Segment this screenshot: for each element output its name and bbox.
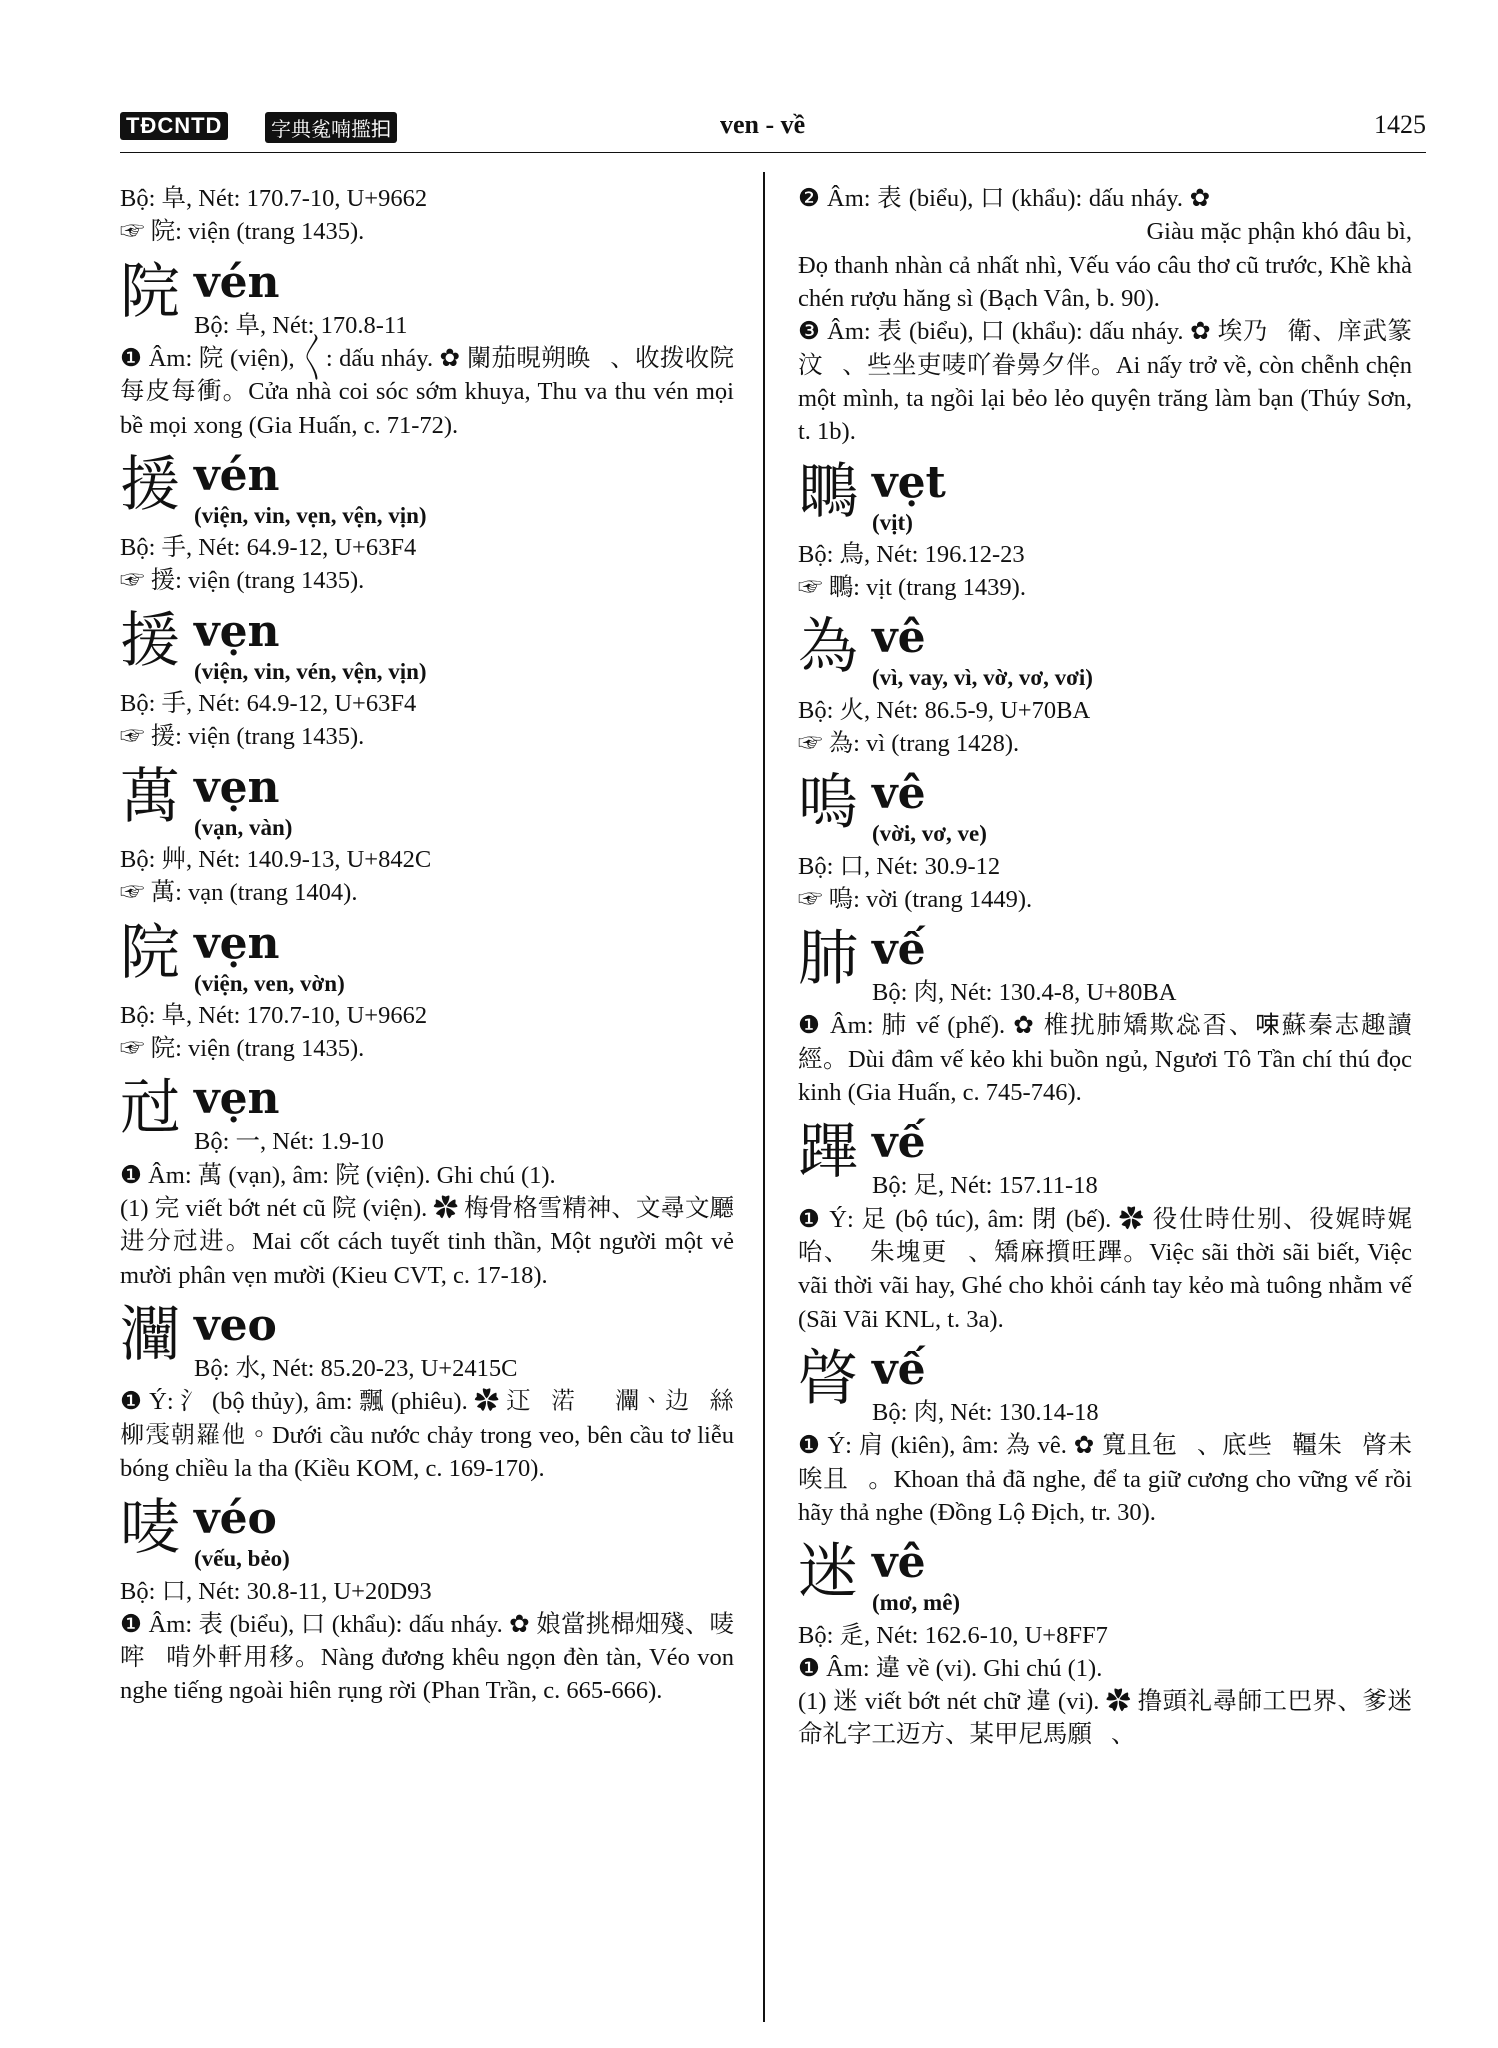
entry-alternates: (vời, vơ, ve) — [872, 821, 987, 847]
entry-headword: vẹt — [872, 456, 946, 508]
entry-bo: Bộ: 肉, Nét: 130.14-18 — [872, 1398, 1099, 1426]
entry-alternates: (vếu, bẻo) — [194, 1546, 290, 1572]
right-column — [798, 182, 1412, 1752]
entry — [798, 612, 1412, 760]
left-column — [120, 182, 734, 1708]
entry — [798, 924, 1412, 1109]
entry-glyph: 院 — [120, 258, 180, 325]
entry — [120, 917, 734, 1066]
entry-headword: vê — [872, 768, 926, 820]
page-number: 1425 — [1374, 110, 1426, 139]
entry-glyph: 䏿 — [798, 1345, 858, 1412]
entry-bo: Bộ: 阜, Nét: 170.7-10, U+9662 — [120, 1001, 428, 1029]
entry-ref: ☞ 院: viện (trang 1435). — [120, 1035, 365, 1063]
entry — [798, 456, 1412, 605]
entry-glyph: 唛 — [120, 1495, 180, 1562]
entry-bo: Bộ: 一, Nét: 1.9-10 — [194, 1128, 384, 1156]
entry — [798, 1117, 1412, 1336]
entry-glyph: 蹕 — [798, 1119, 858, 1186]
entry-body: ❶ Ý: 肩 (kiên), âm: 為 vê. ✿ 寬且㐌𤴬、底些𦣰韁朱𡥵䏿未唉且𤴬。Khoan thả đã nghe, để ta giữ cương cho vững vế rồi hãy thả nghe (Đồng Lộ Địch, tr. 30). — [798, 1432, 1412, 1526]
entry-note: (1) 完 viết bớt nét cũ 院 (viện). ✿ 梅骨格雪精神、文尋文㕔进分㝴进。Mai cốt cách tuyết tinh thần, Một người một vẻ mười phân vẹn mười (Kieu CVT, c. 17-18). — [120, 1195, 734, 1289]
entry-ref: ☞ 援: viện (trang 1435). — [120, 723, 365, 751]
entry — [798, 768, 1412, 916]
entry-headword: vế — [872, 1343, 926, 1395]
entry-bo: Bộ: 鳥, Nét: 196.12-23 — [798, 540, 1025, 568]
entry — [120, 1073, 734, 1292]
entry-headword: vẹn — [194, 761, 280, 813]
entry-bo: Bộ: 阜, Nét: 170.7-10, U+9662 — [120, 185, 428, 212]
entry-body: ❶ Ý: 氵 (bộ thủy), âm: 飄 (phiêu). ✿ 𨑜𣘃渃𣵶𤀗灛、边𣘃絲柳𩂟朝羅他。Dưới cầu nước chảy trong veo, bên cầu tơ liễu bóng chiều la tha (Kiều KOM, c. 169-170). — [120, 1388, 734, 1482]
entry-headword: vén — [194, 449, 280, 501]
running-head: ven - về — [720, 110, 806, 139]
entry-headword: vê — [872, 612, 926, 664]
entry-headword: vẹn — [194, 917, 280, 969]
entry-glyph: 灛 — [120, 1302, 180, 1368]
entry-alternates: (mơ, mê) — [872, 1590, 961, 1616]
entry-bo: Bộ: 肉, Nét: 130.4-8, U+80BA — [872, 979, 1177, 1007]
entry — [798, 1537, 1412, 1752]
entry-ref: ☞ 為: vì (trang 1428). — [798, 729, 1020, 757]
entry-ref: ☞ 萬: vạn (trang 1404). — [120, 879, 358, 907]
entry-body: ❶ Âm: 院 (viện), 〱: dấu nháy. ✿ 闌茄晛朔㬇𣋚、收拨收院每皮每衝。Cửa nhà coi sóc sớm khuya, Thu va thu vén mọi bề mọi xong (Gia Huấn, c. 71-72). — [120, 344, 734, 439]
entry-ref: ☞ 䳭: vịt (trang 1439). — [798, 574, 1026, 602]
entry-headword: vén — [194, 256, 280, 308]
entry — [120, 449, 734, 598]
entry-body: ❸ Âm: 表 (biểu), 口 (khẩu): dấu nháy. ✿ 埃乃𧿨衛、庠武篆汶𠅎、些坐吏唛吖眷㬅夕伴。Ai nấy trở về, còn chễnh chện một mình, ta ngồi lại bẻo lẻo quyện trăng làm bạn (Thúy Sơn, t. 1b). — [798, 318, 1412, 446]
entry — [798, 1343, 1412, 1529]
entry-headword: vế — [872, 924, 926, 976]
entry-body: ❶ Âm: 肺 vế (phế). ✿ 椎扰肺矯欺惢㫘、𠲿蘇秦志趣讀經。Dùi đâm vế kẻo khi buồn ngủ, Ngươi Tô Tần chí thú đọc kinh (Gia Huấn, c. 745-746). — [798, 1012, 1412, 1107]
entry — [120, 1300, 734, 1485]
entry-headword: véo — [194, 1493, 277, 1545]
entry — [120, 605, 734, 754]
entry-alternates: (vạn, vàn) — [194, 814, 293, 840]
entry-headword: vẹn — [194, 605, 280, 657]
entry-headword: vê — [872, 1537, 926, 1589]
entry-alternates: (viện, vin, vẹn, vện, vịn) — [194, 502, 427, 528]
entry-bo: Bộ: 足, Nét: 157.11-18 — [872, 1172, 1098, 1200]
entry-ref: ☞ 援: viện (trang 1435). — [120, 567, 365, 595]
entry-bo: Bộ: 口, Nét: 30.9-12 — [798, 852, 1001, 880]
entry-alternates: (viện, vin, vén, vện, vịn) — [194, 658, 427, 684]
entry — [120, 256, 734, 442]
page-header — [120, 112, 1426, 153]
entry-alternates: (vịt) — [872, 509, 913, 535]
entry-bo: Bộ: 手, Nét: 64.9-12, U+63F4 — [120, 534, 417, 562]
entry-headword: veo — [194, 1300, 277, 1351]
entry-glyph: 院 — [120, 919, 180, 986]
entry-glyph: 援 — [120, 451, 180, 518]
entry-alternates: (viện, ven, vờn) — [194, 970, 345, 996]
entry-body: ❷ Âm: 表 (biểu), 口 (khẩu): dấu nháy. ✿ 𢀭㸋分𢄂𢏑皮、度清閒𠳨一二、唛𡂳句詩𨀈斫、唏呵𢧚醧興㖡。Giàu mặc phận khó đâu bì, Đọ thanh nhàn cả nhất nhì, Vếu váo câu thơ cũ trước, Khề khà chén rượu hăng sì (Bạch Vân, b. 90). — [798, 185, 1412, 312]
entry-headword: vế — [872, 1117, 926, 1169]
entry — [120, 761, 734, 910]
entry-glyph: 萬 — [120, 763, 180, 830]
entry-glyph: 䳭 — [798, 458, 858, 525]
entry-note: (1) 迷 viết bớt nét chữ 違 (vi). ✿ 撸頭礼尋師工巴界、爹迷命礼字工迈方、某甲尼馬願𠳨、 — [798, 1688, 1412, 1749]
entry-bo: Bộ: 水, Nét: 85.20-23, U+2415C — [194, 1355, 518, 1382]
entry-ref: ☞ 嗚: vời (trang 1449). — [798, 885, 1033, 913]
entry-body: ❶ Âm: 萬 (vạn), âm: 院 (viện). Ghi chú (1). — [120, 1161, 556, 1189]
entry-bo: Bộ: 阜, Nét: 170.8-11 — [194, 311, 408, 339]
entry-bo: Bộ: 辵, Nét: 162.6-10, U+8FF7 — [798, 1621, 1108, 1649]
entry-bo: Bộ: 手, Nét: 64.9-12, U+63F4 — [120, 690, 417, 718]
entry-alternates: (vì, vay, vì, vờ, vơ, vơi) — [872, 665, 1093, 691]
entry-glyph: 嗚 — [798, 770, 858, 837]
entry-bo: Bộ: 火, Nét: 86.5-9, U+70BA — [798, 696, 1091, 724]
entry-glyph: 肺 — [798, 926, 858, 993]
entry-headword: vẹn — [194, 1073, 280, 1125]
entry-glyph: 為 — [798, 614, 858, 681]
entry-ref: ☞ 院: viện (trang 1435). — [120, 218, 365, 246]
entry — [120, 1493, 734, 1708]
entry-continued — [798, 182, 1412, 449]
nom-logo: 字典㝹喃㩜𢪏 — [265, 112, 397, 143]
entry-glyph: 援 — [120, 607, 180, 674]
entry-glyph: 㝴 — [120, 1075, 180, 1142]
entry-body: ❶ Ý: 足 (bộ túc), âm: 閉 (bế). ✿ 役仕時仕别、役娓時娓咍、𠸗朱塊更𦑃、矯麻㩫旺蹕。Việc sãi thời sãi biết, Việc vãi thời vãi hay, Ghé cho khỏi cánh tay kẻo mà tuông nhằm vế (Sãi Vãi KNL, t. 3a). — [798, 1205, 1412, 1333]
entry-continued — [120, 182, 734, 249]
column-divider — [763, 172, 765, 2022]
entry-body: ❶ Âm: 表 (biểu), 口 (khẩu): dấu nháy. ✿ 娘當挑㭿畑殘、唛哰𤴬啃外軒用移。Nàng đương khêu ngọn đèn tàn, Véo von nghe tiếng ngoài hiên rụng rời (Phan Trần, c. 665-666). — [120, 1610, 734, 1705]
entry-glyph: 迷 — [798, 1539, 858, 1606]
publisher-logo: TĐCNTD — [120, 112, 228, 140]
entry-bo: Bộ: 艸, Nét: 140.9-13, U+842C — [120, 845, 432, 873]
entry-bo: Bộ: 口, Nét: 30.8-11, U+20D93 — [120, 1577, 432, 1605]
entry-body: ❶ Âm: 違 về (vi). Ghi chú (1). — [798, 1654, 1103, 1682]
